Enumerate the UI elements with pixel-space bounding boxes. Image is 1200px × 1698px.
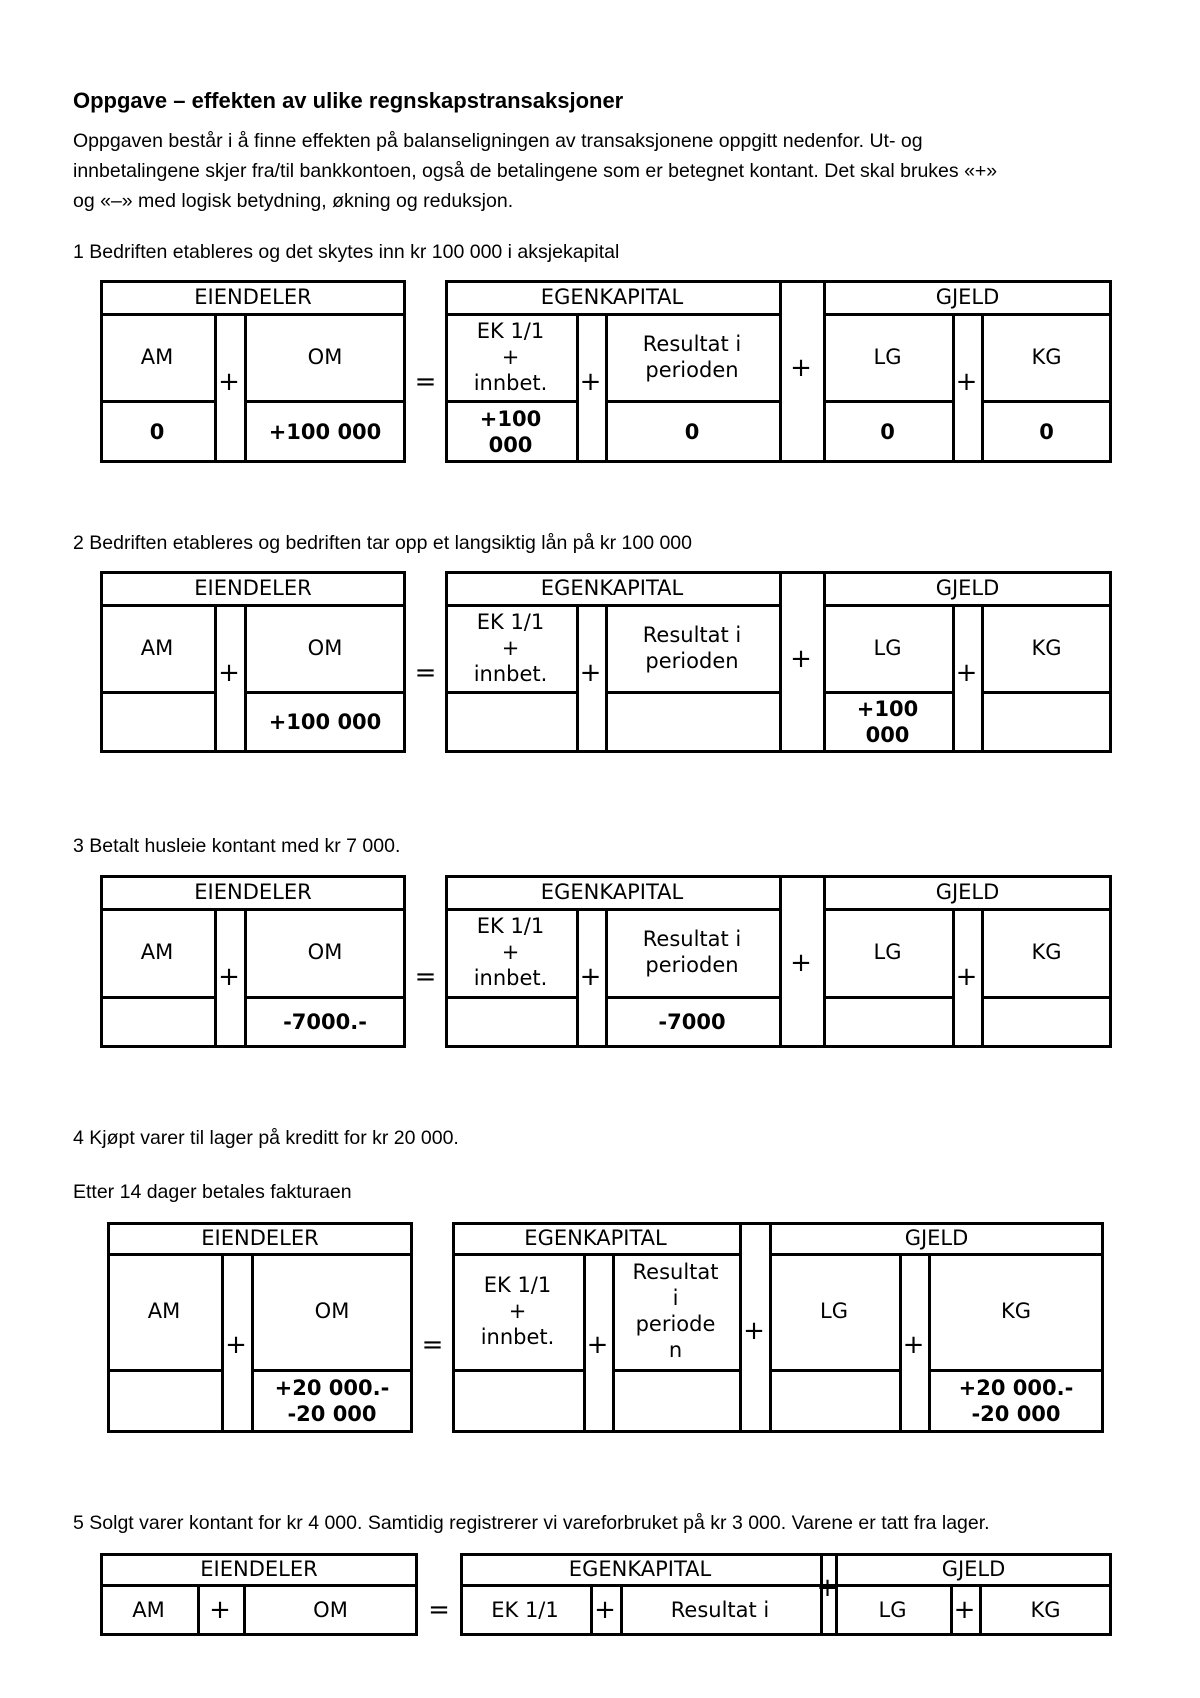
eiendeler-header: EIENDELER xyxy=(194,284,312,309)
om-header: OM xyxy=(307,344,343,369)
plus-sign: + xyxy=(955,367,978,397)
kg-header: KG xyxy=(1031,344,1062,369)
om-value: +100 000 xyxy=(268,710,382,734)
task-2-text: 2 Bedriften etableres og bedriften tar opp et langsiktig lån på kr 100 000 xyxy=(73,532,692,554)
lg-header: LG xyxy=(873,635,902,660)
am-value xyxy=(100,691,214,753)
lg-value: 0 xyxy=(880,419,895,444)
am-header: AM xyxy=(140,635,174,660)
ek-value xyxy=(452,1369,583,1433)
egenkapital-header: EGENKAPITAL xyxy=(540,879,684,904)
plus-sign: + xyxy=(579,962,602,992)
ek-header: EK 1/1 + innbet. xyxy=(473,609,548,686)
resultat-header: Resultat i perioden xyxy=(642,622,742,673)
ek-header: EK 1/1 xyxy=(491,1598,559,1622)
equals-sign: = xyxy=(428,1595,450,1625)
plus-sign: + xyxy=(790,353,812,383)
intro-text xyxy=(73,126,1153,216)
kg-value: +20 000.- -20 000 xyxy=(958,1376,1074,1426)
kg-header: KG xyxy=(1000,1299,1032,1323)
gjeld-header: GJELD xyxy=(941,1556,1006,1581)
resultat-header: Resultat i periode n xyxy=(632,1260,719,1362)
grid-line xyxy=(197,1633,243,1636)
grid-line xyxy=(590,1633,620,1636)
equals-sign: = xyxy=(414,658,437,688)
plus-sign: + xyxy=(579,367,602,397)
kg-header: KG xyxy=(1031,940,1062,964)
ek-header: EK 1/1 + innbet. xyxy=(480,1273,555,1349)
plus-sign: + xyxy=(218,962,240,992)
om-header: OM xyxy=(307,940,343,964)
intro-line: Oppgaven består i å finne effekten på balanseligningen av transaksjonene oppgitt nedenfor. Ut- og xyxy=(73,130,923,152)
page-title: Oppgave – effekten av ulike regnskapstransaksjoner xyxy=(73,88,624,113)
ek-value xyxy=(445,691,576,753)
lg-value: +100 000 xyxy=(856,697,919,747)
ek-header: EK 1/1 + innbet. xyxy=(473,318,548,395)
task-5-text: 5 Solgt varer kontant for kr 4 000. Samtidig registrerer vi vareforbruket på kr 3 000. Varene er tatt fra lager. xyxy=(73,1512,990,1534)
plus-sign: + xyxy=(955,658,978,688)
am-header: AM xyxy=(140,940,174,964)
egenkapital-header: EGENKAPITAL xyxy=(540,284,684,309)
resultat-header: Resultat i perioden xyxy=(642,927,742,977)
equals-sign: = xyxy=(414,962,437,992)
am-value xyxy=(100,996,214,1048)
ek-value xyxy=(445,996,576,1048)
plus-sign: + xyxy=(209,1595,231,1625)
lg-header: LG xyxy=(873,940,902,964)
am-header: AM xyxy=(147,1299,181,1323)
lg-header: LG xyxy=(820,1299,848,1323)
resultat-header: Resultat i perioden xyxy=(642,331,742,382)
task-3-text: 3 Betalt husleie kontant med kr 7 000. xyxy=(73,835,401,857)
equals-sign: = xyxy=(414,367,437,397)
plus-sign: + xyxy=(816,1573,839,1603)
plus-sign: + xyxy=(225,1330,247,1360)
task-4-subtext: Etter 14 dager betales fakturaen xyxy=(73,1181,352,1203)
plus-sign: + xyxy=(790,644,812,674)
kg-header: KG xyxy=(1030,1598,1061,1622)
am-header: AM xyxy=(132,1598,165,1622)
gjeld-header: GJELD xyxy=(904,1225,969,1250)
plus-sign: + xyxy=(790,948,812,978)
grid-line xyxy=(820,1633,835,1636)
kg-header: KG xyxy=(1031,635,1062,660)
plus-sign: + xyxy=(218,367,240,397)
grid-line xyxy=(950,1633,979,1636)
ek-value: +100 000 xyxy=(479,406,542,457)
lg-value xyxy=(769,1369,899,1433)
lg-value xyxy=(823,996,952,1048)
om-header: OM xyxy=(313,1598,348,1622)
intro-line: innbetalingene skjer fra/til bankkontoen, også de betalingene som er betegnet kontant. Det skal brukes «+» xyxy=(73,160,998,182)
egenkapital-header: EGENKAPITAL xyxy=(568,1556,712,1581)
egenkapital-header: EGENKAPITAL xyxy=(540,575,684,600)
plus-sign: + xyxy=(953,1595,976,1625)
resultat-value xyxy=(612,1369,739,1433)
plus-sign: + xyxy=(579,658,602,688)
eiendeler-header: EIENDELER xyxy=(194,575,312,600)
om-value: +100 000 xyxy=(268,419,382,444)
egenkapital-header: EGENKAPITAL xyxy=(524,1225,667,1250)
resultat-value: -7000 xyxy=(658,1010,726,1034)
om-value: +20 000.- -20 000 xyxy=(274,1376,390,1426)
gjeld-header: GJELD xyxy=(935,575,1000,600)
plus-sign: + xyxy=(902,1330,925,1360)
kg-value xyxy=(981,996,1112,1048)
gjeld-header: GJELD xyxy=(935,879,1000,904)
lg-header: LG xyxy=(873,344,902,369)
plus-sign: + xyxy=(955,962,978,992)
am-header: AM xyxy=(140,344,174,369)
om-value: -7000.- xyxy=(283,1010,367,1034)
om-header: OM xyxy=(314,1299,350,1323)
task-1-text: 1 Bedriften etableres og det skytes inn kr 100 000 i aksjekapital xyxy=(73,241,620,263)
kg-value: 0 xyxy=(1039,419,1054,444)
plus-sign: + xyxy=(586,1330,609,1360)
resultat-value xyxy=(605,691,779,753)
lg-header: LG xyxy=(878,1598,907,1622)
equals-sign: = xyxy=(421,1330,444,1360)
ek-header: EK 1/1 + innbet. xyxy=(473,914,548,990)
eiendeler-header: EIENDELER xyxy=(200,1556,318,1581)
plus-sign: + xyxy=(743,1316,765,1346)
am-value: 0 xyxy=(149,419,165,444)
plus-sign: + xyxy=(594,1595,616,1625)
resultat-value: 0 xyxy=(684,419,700,444)
intro-line: og «–» med logisk betydning, økning og reduksjon. xyxy=(73,190,514,212)
kg-value xyxy=(981,691,1112,753)
eiendeler-header: EIENDELER xyxy=(194,879,312,904)
task-4-text: 4 Kjøpt varer til lager på kreditt for kr 20 000. xyxy=(73,1127,459,1149)
eiendeler-header: EIENDELER xyxy=(201,1225,319,1250)
plus-sign: + xyxy=(218,658,240,688)
resultat-header: Resultat i xyxy=(670,1598,770,1622)
gjeld-header: GJELD xyxy=(935,284,1000,309)
om-header: OM xyxy=(307,635,343,660)
am-value xyxy=(107,1369,221,1433)
